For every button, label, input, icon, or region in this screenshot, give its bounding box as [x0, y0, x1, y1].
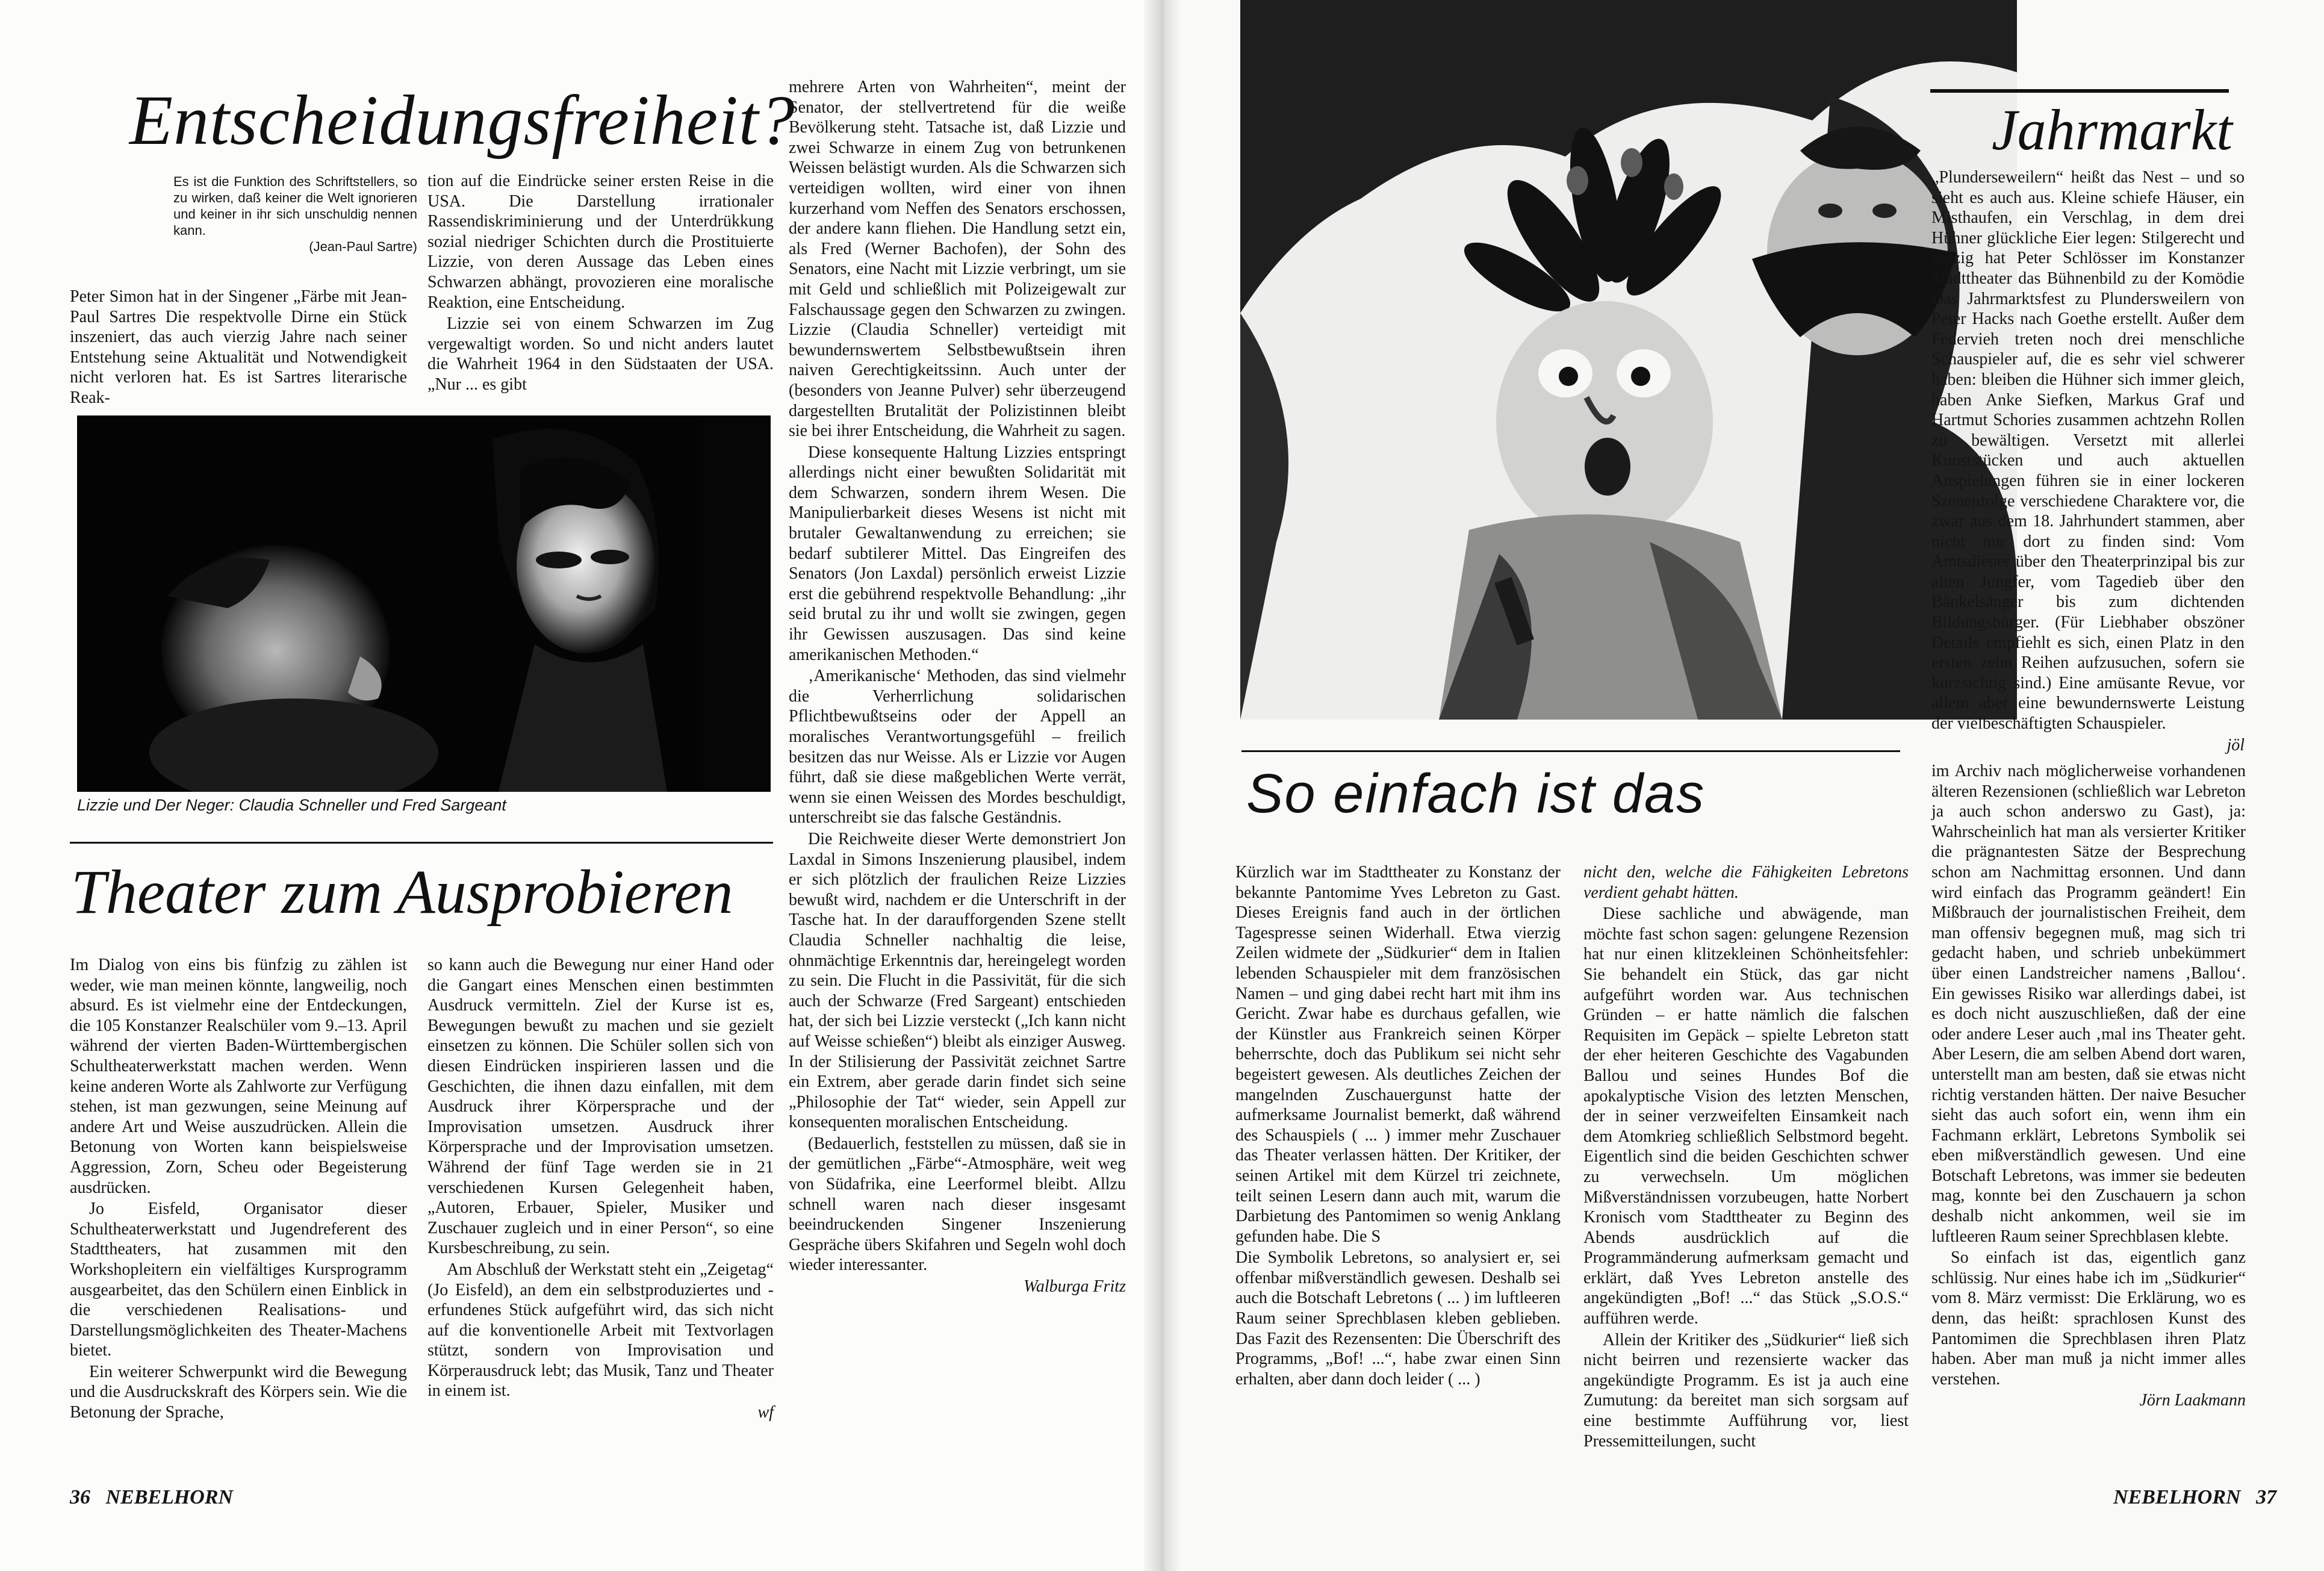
article-so-einfach-col3 [1931, 761, 2246, 1412]
paragraph: Kürzlich war im Stadttheater zu Konstanz der bekannte Pantomime Yves Lebreton zu Gast. Dieses Ereignis fand auch in der örtlichen Tagespresse seinen Widerhall. Etwa vierzig Zeilen widmete der „Südkurier“ dem in Italien lebenden Schauspieler mit dem französischen Namen – und ging dabei recht hart mit ihm ins Gericht. Zwar habe es durchaus gefallen, wie der Künstler aus Frankreich seinen Körper beherrschte, doch das Publikum sei nicht sehr begeistert gewesen. Als deutliches Zeichen der mangelnden Zuschauergunst hatte der aufmerksame Journalist bemerkt, daß während des Schauspiels ( ... ) immer mehr Zuschauer das Theater verlassen hätten. Der Kritiker, der seinen Artikel mit dem Kürzel tri zeichnete, teilt seinen Lesern dann auch mit, warum die Darbietung des Pantomimen so wenig Anklang gefunden habe. Die S [1235, 863, 1561, 1246]
page-number-37: NEBELHORN 37 [2113, 1486, 2277, 1508]
paragraph: Im Dialog von eins bis fünfzig zu zählen ist weder, wie man meinen könnte, langweilig, noch absurd. Es ist vielmehr eine der Entdeckungen, die 105 Konstanzer Realschüler vom 9.–13. April während der vierten Baden-Württembergischen Schultheaterwerkstatt machen werden. Wenn keine anderen Worte als Zahlworte zur Verfügung stehen, ist man gezwungen, seine Meinung auf andere Art und Weise auszudrücken. Allein die Betonung von Worten kann beispielsweise Aggression, Zorn, Scheu oder Begeisterung ausdrücken. [70, 956, 407, 1197]
theater-photo-image [77, 415, 771, 792]
paragraph: tion auf die Eindrücke seiner ersten Reise in die USA. Die Darstellung irrationaler Rassendiskriminierung und der Unterdrükkung sozial niedriger Schichten durch die Prostituierte Lizzie, von deren Aussage das Leben eines Schwarzen abhängt, provozieren eine moralische Reaktion, eine Entscheidung. [427, 172, 774, 312]
jahrmarkt-rule [1930, 89, 2229, 93]
article-jahrmarkt-col [1931, 167, 2245, 756]
paragraph: So einfach ist das, eigentlich ganz schlüssig. Nur eines habe ich im „Südkurier“ vom 8. März vermisst: Die Erklärung, wo es denn, das heißt: sprachlosen Kunst des Pantomimen die Sprechblasen ihren Platz haben. Aber man muß ja nicht immer alles verstehen. [1931, 1248, 2246, 1389]
page-number-36: 36 NEBELHORN [70, 1486, 234, 1508]
photo-caption: Lizzie und Der Neger: Claudia Schneller und Fred Sargeant [77, 796, 506, 814]
paragraph: Die Reichweite dieser Werte demonstriert Jon Laxdal in Simons Inszenierung plausibel, indem er sich plötzlich der fraulichen Reize Lizzies bewußt wird, nachdem er die Unterschrift in der Tasche hat. In der daraufforgenden Szene stellt Claudia Schneller nachhaltig die leise, ohnmächtige Erkenntnis dar, hereingelegt worden zu sein. Die Flucht in die Passivität, für die sich auch der Schwarze (Fred Sargeant) entschieden hat, der sich bei Lizzie versteckt („Ich kann nicht auf Weisse schießen“) bleibt als einziger Ausweg. In der Stilisierung der Passivität zeichnet Sartre ein Extrem, aber gerade darin findet sich seine „Philosophie der Tat“ wieder, sein Appell zur konsequenten moralischen Entscheidung. [789, 829, 1126, 1132]
article-entscheidung-col3 [789, 77, 1126, 1298]
theater-photo-lizzie [77, 415, 771, 792]
signature-joern-laakmann: Jörn Laakmann [2139, 1391, 2246, 1410]
paragraph: (Bedauerlich, feststellen zu müssen, daß sie in der gemütlichen „Färbe“-Atmosphäre, weit weg von Südafrika, eine Leerformel bleibt. Allzu schnell waren nach dieser insgesamt beeindruckenden Singener Inszenierung Gespräche übers Skifahren und Segeln wohl doch wieder interessanter. [789, 1134, 1126, 1275]
right-page [1162, 0, 2324, 1571]
paragraph: Diese sachliche und abwägende, man möchte fast schon sagen: gelungene Rezension hat nur einen klitzekleinen Schönheitsfehler: Sie behandelt ein Stück, das gar nicht aufgeführt worden war. Aus technischen Gründen – er hatte nämlich die falschen Requisiten im Gepäck – spielte Lebreton statt der eher heiteren Geschichte des Vagabunden Ballou und seines Hundes Bof die apokalyptische Vision des letzten Menschen, der in seiner verzweifelten Einsamkeit nach dem Atomkrieg schließlich Selbstmord begeht. Eigentlich sind die beiden Geschichten schwer zu verwechseln. Um möglichen Mißverständnissen vorzubeugen, hatte Norbert Kronisch vom Stadttheater zu Beginn des Abends ausdrücklich auf die Programmänderung aufmerksam gemacht und erklärt, daß Yves Lebreton anstelle des angekündigten „Bof! ...“ das Stück „S.O.S.“ aufführen werde. [1583, 904, 1909, 1328]
paragraph: ‚Amerikanische‘ Methoden, das sind vielmehr die Verherrlichung solidarischen Pflichtbewußtseins oder der Appell an moralisches Verantwortungsgefühl – freilich besitzen das nur Weisse. Als er Lizzie vor Augen führt, daß sie diese maßgeblichen Werte verrät, wenn sie einen Weissen des Mordes beschuldigt, unterschreibt sie das falsche Geständnis. [789, 667, 1126, 827]
paragraph: Jo Eisfeld, Organisator dieser Schultheaterwerkstatt und Jugendreferent des Stadttheaters, hat zusammen mit den Workshopleitern ein vielfältiges Kursprogramm ausgearbeitet, das den Schülern einen Einblick in die verschiedenen Realisations- und Darstellungsmöglichkeiten des Theater-Machens bietet. [70, 1199, 407, 1360]
paragraph: mehrere Arten von Wahrheiten“, meint der Senator, der stellvertretend für die weiße Bevölkerung steht. Tatsache ist, daß Lizzie und zwei Schwarze in einem Zug von betrunkenen Weissen belästigt wurden. Als die Schwarzen sich verteidigen wollten, wird einer von ihnen kurzerhand vom Neffen des Senators erschossen, der andere kann fliehen. Die Handlung setzt ein, als Fred (Werner Bachofen), der Sohn des Senators, eine Nacht mit Lizzie verbringt, um sie mit Geld und schließlich mit Polizeigewalt zur Falschaussage gegen den Schwarzen zu zwingen. Lizzie (Claudia Schneller) verteidigt mit bewundernswertem Selbstbewußtsein ihren naiven Gerechtigkeitssinn. Auch unter der (besonders von Jeanne Pulver) sehr überzeugend dargestellten Brutalität der Polizistinnen bleibt sie bei ihrer Entscheidung, die Wahrheit zu sagen. [789, 78, 1126, 441]
headline-so-einfach-ist-das: So einfach ist das [1246, 763, 1706, 824]
signature-walburga-fritz: Walburga Fritz [1024, 1277, 1126, 1296]
headline-jahrmarkt: Jahrmarkt [1992, 98, 2232, 162]
paragraph: Ein weiterer Schwerpunkt wird die Bewegung und die Ausdruckskraft des Körpers sein. Wie die Betonung der Sprache, [70, 1362, 407, 1422]
article-entscheidung-col2 [427, 171, 774, 396]
article-so-einfach-col2 [1583, 862, 1909, 1452]
signature-wf: wf [757, 1403, 774, 1422]
paragraph: Lizzie sei von einem Schwarzen im Zug vergewaltigt worden. So und nicht anders lautet die Wahrheit 1964 in den Südstaaten der USA. „Nur ... es gibt [427, 314, 774, 394]
section-divider [70, 842, 773, 844]
page-gutter [1144, 0, 1180, 1571]
paragraph: Die Symbolik Lebretons, so analysiert er, sei offenbar mißverständlich gewesen. Deshalb sei auch die Botschaft Lebretons ( ... ) im luftleeren Raum seiner Sprechblasen kleben geblieben. Das Fazit des Rezensenten: Die Überschrift des Programms, „Bof! ...“, habe zwar einen Sinn erhalten, aber dann doch leider ( ... ) [1235, 1248, 1561, 1389]
article-theater-col2 [427, 955, 774, 1424]
paragraph: im Archiv nach möglicherweise vorhandenen älteren Rezensionen (schließlich war Lebreton ja auch schon anderswo zu Gast), ja: Wahrscheinlich hat man als versierter Kritiker die prägnantesten Sätze der Besprechung schon am Nachmittag ersonnen. Und dann wird einfach das Programm geändert! Ein Mißbrauch der journalistischen Freiheit, dem man offensiv begegnen muß, mag sich tri gedacht haben, und schrieb unbekümmert über einen Landstreicher namens ‚Ballou‘. Ein gewisses Risiko war allerdings dabei, ist es doch nicht auszuschließen, daß der eine oder andere Leser auch ‚mal ins Theater geht. Aber Lesern, die am selben Abend dort waren, unterstellt man am besten, daß sie etwas nicht richtig verstanden hätten. Der naive Besucher sieht das auch sofort ein, wenn ihm ein Fachmann erklärt, Lebretons Symbolik sei eben mißverständlich gewesen. Und eine Botschaft Lebretons, was immer sie bedeuten mag, konnte bei den Zuschauern ja schon deshalb nicht ankommen, weil sie im luftleeren Raum seiner Sprechblasen klebte. [1931, 762, 2246, 1246]
epigraph-author: (Jean-Paul Sartre) [309, 239, 417, 254]
paragraph: nicht den, welche die Fähigkeiten Lebretons verdient gehabt hätten. [1583, 863, 1909, 902]
headline-theater-zum-ausprobieren: Theater zum Ausprobieren [71, 857, 733, 927]
article-so-einfach-col1 [1235, 862, 1561, 1390]
article-entscheidung-col1 [70, 287, 407, 409]
paragraph: Am Abschluß der Werkstatt steht ein „Zeigetag“ (Jo Eisfeld), an dem ein selbstproduziertes und -erfundenes Stück aufgeführt wird, das sich nicht auf die konventionelle Arbeit mit Textvorlagen stützt, sondern von Improvisation und Körperausdruck lebt; das Musik, Tanz und Theater in einem ist. [427, 1260, 774, 1401]
article-theater-col1 [70, 955, 407, 1424]
paragraph: Peter Simon hat in der Singener „Färbe mit Jean-Paul Sartres Die respektvolle Dirne ein Stück inszeniert, das auch vierzig Jahre nach seiner Entstehung seine Aktualität und Notwendigkeit nicht verloren hat. Es ist Sartres literarische Reak- [70, 287, 407, 407]
paragraph: Allein der Kritiker des „Südkurier“ ließ sich nicht beirren und rezensierte wacker das angekündigte Programm. Es ist ja auch eine Zumutung: da bereitet man sich sorgsam auf eine bestimmte Aufführung vor, liest Pressemitteilungen, sucht [1583, 1330, 1909, 1451]
paragraph: Diese konsequente Haltung Lizzies entspringt allerdings nicht einer bewußten Solidarität mit dem Schwarzen, sondern ihrem Wesen. Die Manipulierbarkeit dieses Wesens ist nicht mit brutaler Gewaltanwendung zu erreichen; sie bedarf subtilerer Mittel. Das Eingreifen des Senators (Jon Laxdal) persönlich erweist Lizzie erst die gebührend respektvolle Behandlung: „ihr seid brutal zu ihr und wollt sie zwingen, gegen ihr Gewissen auszusagen. Das sind keine amerikanischen Methoden.“ [789, 443, 1126, 664]
epigraph-text: Es ist die Funktion des Schriftstellers, so zu wirken, daß keiner die Welt ignorieren und keiner in ihr sich unschuldig nennen kann. [173, 174, 417, 238]
signature-joel: jöl [2226, 735, 2245, 754]
headline-entscheidungsfreiheit: Entscheidungsfreiheit? [129, 81, 795, 160]
epigraph-quote [173, 173, 417, 255]
jahrmarkt-photo [1240, 0, 2017, 720]
paragraph: „Plunderseweilern“ heißt das Nest – und so sieht es auch aus. Kleine schiefe Häuser, ein Misthaufen, ein Verschlag, in dem drei Hühner glückliche Eier legen: Stilgerecht und witzig hat Peter Schlösser im Konstanzer Stadttheater das Bühnenbild zu der Komödie Das Jahrmarktsfest zu Plundersweilern von Peter Hacks nach Goethe erstellt. Außer dem Federvieh treten noch drei menschliche Schauspieler auf, die es sehr viel schwerer haben: bleiben die Hühner sich immer gleich, haben Anke Siefken, Markus Graf und Hartmut Schories zusammen achtzehn Rollen zu bewältigen. Versetzt mit allerlei Kunststücken und auch aktuellen Anspielungen führen sie in einer lockeren Szenenfolge verschiedene Charaktere vor, die zwar aus dem 18. Jahrhundert stammen, aber nicht nur dort zu finden sind: Vom Amtsdiener über den Theaterprinzipal bis zur alten Jungfer, vom Tagedieb über den Bänkelsänger bis zum dichtenden Bildungsbürger. (Für Liebhaber obszöner Details empfiehlt es sich, einen Platz in den ersten zehn Reihen aufzusuchen, sofern sie kurzsichtig sind.) Eine amüsante Revue, vor allem aber eine bewundernswerte Leistung der vielbeschäftigten Schauspieler. [1931, 168, 2245, 733]
so-einfach-rule [1241, 750, 1900, 752]
paragraph: so kann auch die Bewegung nur einer Hand oder die Gangart eines Menschen einen bestimmten Ausdruck vermitteln. Ziel der Kurse ist es, Bewegungen bewußt zu machen und sie gezielt einsetzen zu können. Die Schüler sollen sich von diesen Eindrücken inspirieren lassen und die Geschichten, die ihnen dazu einfallen, mit dem Ausdruck ihrer Körpersprache und der Improvisation umsetzen. Ausdruck ihrer Körpersprache und der Improvisation umsetzen. Während der fünf Tage werden sie in 21 verschiedenen Kursen Gelegenheit haben, „Autoren, Erbauer, Spieler, Musiker und Zuschauer zugleich und in einer Person“, so eine Kursbeschreibung, zu sein. [427, 956, 774, 1258]
jahrmarkt-photo-image [1240, 0, 2017, 720]
